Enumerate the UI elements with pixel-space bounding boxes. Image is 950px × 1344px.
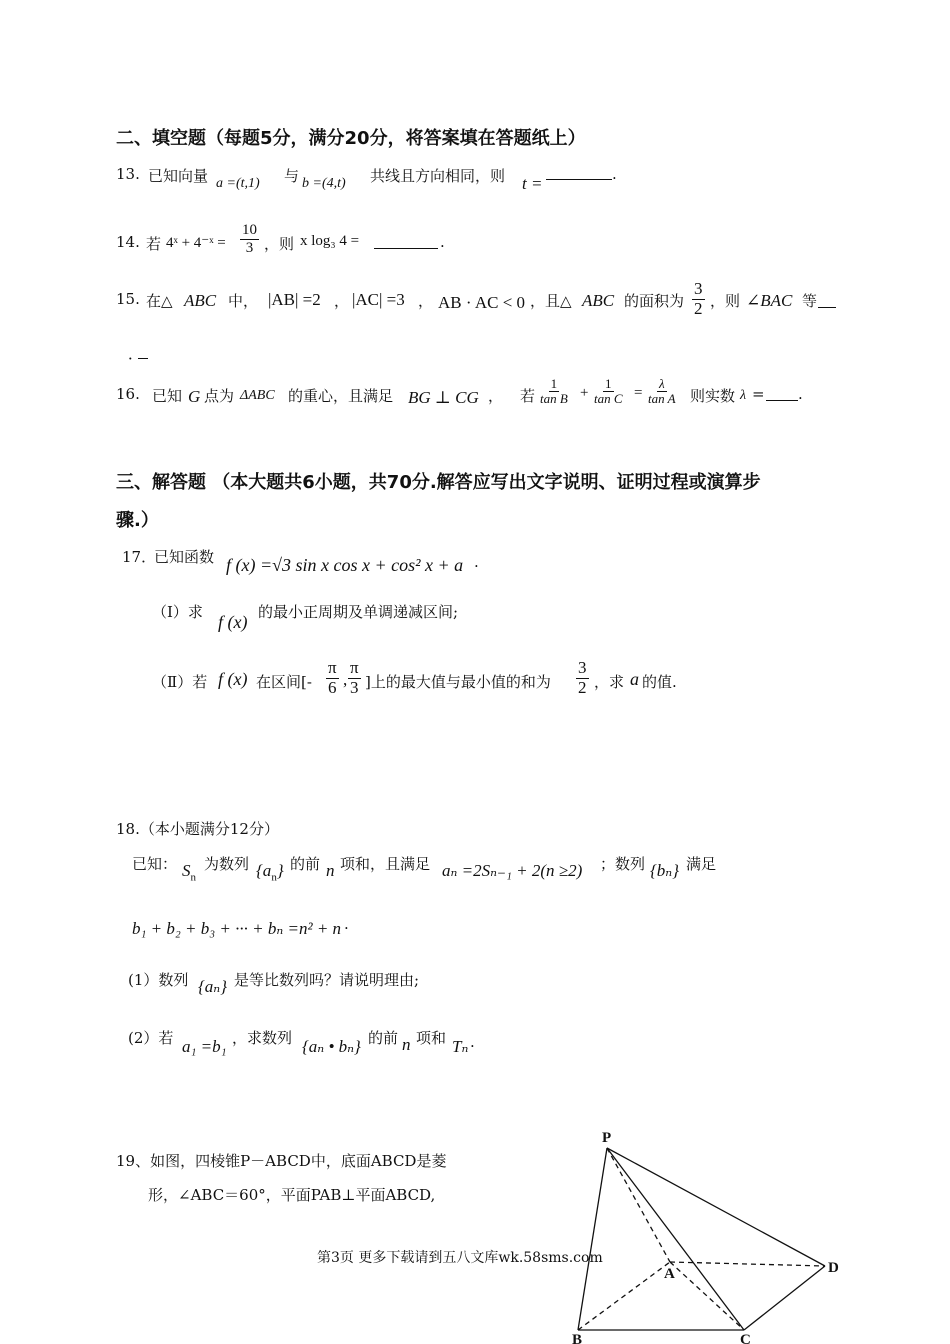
edge-pb <box>578 1148 607 1330</box>
q14-frac-num: 10 <box>242 222 257 238</box>
q18-bn-set: {bₙ} <box>650 861 679 880</box>
q19-line1: 19、如图，四棱锥P－ABCD中，底面ABCD是菱 <box>116 1152 447 1170</box>
q14-answer-blank <box>374 247 438 249</box>
q17-frac-a-den: 6 <box>328 677 337 697</box>
q16-text5: 则实数 <box>690 387 736 405</box>
q14-fraction <box>240 222 259 256</box>
q18-text4: 项和，且满足 <box>340 855 431 873</box>
q16-eq2: = <box>752 385 765 403</box>
q17-part2-text2: ，求 <box>594 673 625 691</box>
q18-part1-label: (1）数列 <box>128 971 189 989</box>
q18-an-set-open: {a <box>256 861 272 880</box>
q16-text3: 的重心，且满足 <box>288 387 394 405</box>
q17-part1-text: 的最小正周期及单调递减区间; <box>258 603 459 621</box>
q15-number: 15. <box>116 290 140 308</box>
q15-fraction <box>692 280 705 318</box>
q14-expr: 4ˣ + 4⁻ˣ = <box>166 235 226 251</box>
q18-part2-label: (2）若 <box>128 1029 174 1047</box>
q17-number: 17． <box>122 548 157 566</box>
q17-frac-b-num: π <box>350 658 359 677</box>
q18-text: 已知： <box>132 855 178 873</box>
q18-part2-text: ，求数列 <box>232 1029 293 1047</box>
vertex-label-p: P <box>602 1130 612 1146</box>
q16-comma: ， <box>488 387 504 405</box>
section2-title: 二、填空题（每题5分，满分20分，将答案填在答题纸上） <box>116 128 586 149</box>
q18-text2: 为数列 <box>204 855 250 873</box>
q18-sn-sub: n <box>190 871 196 884</box>
q17-function: f (x) =√3 sin x cos x + cos² x + a <box>226 555 464 575</box>
q18-text6: 满足 <box>686 855 717 873</box>
q17-part2-comma: , <box>343 670 348 689</box>
q15-ac: |AC| =3 <box>352 290 405 309</box>
q18-an-set-close: } <box>276 861 284 880</box>
q16-perp: BG ⊥ CG <box>408 388 479 407</box>
q18-n: n <box>326 861 335 880</box>
q16-triangle: ΔABC <box>240 388 275 403</box>
q17-end: . <box>474 553 479 571</box>
q15-continuation: ． <box>128 345 144 363</box>
q18-part2-n: n <box>402 1035 411 1054</box>
q13-end: . <box>612 165 617 183</box>
q15-comma2: ， <box>418 292 434 310</box>
q17-part2-interval-open: 在区间[- <box>256 673 312 691</box>
q18-relation: aₙ =2Sₙ₋₁ + 2(n ≥2) <box>442 861 583 880</box>
edge-pc <box>607 1148 744 1330</box>
q17-part2-frac-c <box>576 659 589 697</box>
q16-text2: 点为 <box>204 387 235 405</box>
q18-part1-text: 是等比数列吗？请说明理由; <box>234 971 420 989</box>
q17-part2-frac-b <box>348 659 361 697</box>
edge-ac <box>670 1262 744 1330</box>
q17-frac-a-num: π <box>328 658 337 677</box>
q18-an-set-sub: n <box>271 871 277 884</box>
q13-vector-b: b =(4,t) <box>302 176 346 191</box>
q17-part1-f: f (x) <box>218 612 248 632</box>
q17-part2-a: a <box>630 669 639 689</box>
q15-text: 在△ <box>146 292 173 310</box>
q14-expr2: x log₃ 4 = <box>300 233 360 249</box>
q18-part2-eq: a₁ =b₁ <box>182 1037 227 1056</box>
q18-text3: 的前 <box>290 855 321 873</box>
q13-answer-blank <box>546 178 612 180</box>
q16-answer-blank <box>766 399 798 401</box>
q18-sum-end: . <box>344 915 349 933</box>
q15-answer-blank-2 <box>138 357 148 359</box>
vertex-label-a: A <box>664 1266 675 1282</box>
q15-text6: 等 <box>802 292 818 310</box>
q16-frac1-den: tan B <box>540 391 568 407</box>
q16-frac1-num: 1 <box>550 376 558 391</box>
q18-part2-text2: 的前 <box>368 1029 399 1047</box>
q15-triangle2: ABC <box>582 291 615 310</box>
section3-title-line1: 三、解答题 （本大题共6小题，共70分.解答应写出文字说明、证明过程或演算步 <box>116 472 761 493</box>
q16-number: 16. <box>116 385 140 403</box>
q17-text: 已知函数 <box>154 548 215 566</box>
q14-text2: ，则 <box>264 235 295 253</box>
q18-part2-text3: 项和 <box>416 1029 447 1047</box>
q18-sn-s: S <box>182 861 191 880</box>
q13-text-with: 与 <box>284 167 300 185</box>
q17-frac-c-den: 2 <box>578 677 587 697</box>
q13-vector-a: a =(t,1) <box>216 176 260 191</box>
q16-frac1 <box>540 377 568 407</box>
edge-cd <box>744 1266 825 1330</box>
q13-text-cond: 共线且方向相同，则 <box>370 167 506 185</box>
q16-equals: = <box>634 385 643 401</box>
q18-an-set <box>256 861 284 883</box>
q18-part2-set: {aₙ • bₙ} <box>302 1037 361 1056</box>
edge-ba <box>578 1262 670 1330</box>
q18-part1-set: {aₙ} <box>198 977 227 996</box>
q19-line2: 形，∠ABC＝60°，平面PAB⊥平面ABCD, <box>148 1186 436 1204</box>
q17-frac-b-den: 3 <box>350 677 359 697</box>
q13-number: 13. <box>116 165 140 183</box>
q18-sum: b₁ + b₂ + b₃ + ··· + bₙ =n² + n <box>132 919 342 938</box>
q17-part2-f: f (x) <box>218 669 248 689</box>
q17-part2-label: （Ⅱ）若 <box>152 673 208 691</box>
q14-text: 若 <box>146 235 162 253</box>
q15-frac-den: 2 <box>694 298 703 318</box>
q16-frac3-den: tan A <box>648 391 676 407</box>
q14-number: 14. <box>116 233 140 251</box>
q16-frac3 <box>648 377 676 407</box>
q16-text4: 若 <box>520 387 536 405</box>
q15-text4: 的面积为 <box>624 292 685 310</box>
q18-text5: ；数列 <box>600 855 646 873</box>
q17-part2-text3: 的值. <box>642 673 677 691</box>
q16-frac2-den: tan C <box>594 391 623 407</box>
q16-g: G <box>188 387 201 406</box>
q16-frac3-num: λ <box>658 376 665 391</box>
q18-part2-end: . <box>470 1033 475 1051</box>
q15-frac-num: 3 <box>694 279 703 298</box>
vertex-label-d: D <box>828 1260 839 1276</box>
q15-triangle: ABC <box>184 291 217 310</box>
q17-part1-label: （Ⅰ）求 <box>152 603 203 621</box>
q15-text3: ，且△ <box>530 292 572 310</box>
section3-title-line2: 骤.） <box>116 510 159 531</box>
q18-sn <box>182 861 196 883</box>
q17-part2-text: ]上的最大值与最小值的和为 <box>365 673 551 691</box>
q16-plus: + <box>580 385 589 401</box>
q16-frac2 <box>594 377 623 407</box>
q16-lambda: λ <box>740 388 747 403</box>
q14-end: . <box>440 233 445 251</box>
q15-answer-blank <box>818 306 836 308</box>
q16-end: . <box>798 385 803 403</box>
vertex-label-b: B <box>572 1332 583 1344</box>
q15-text5: ，则 <box>710 292 741 310</box>
q17-part2-frac-a <box>326 659 339 697</box>
q13-lhs: t = <box>522 174 543 193</box>
q13-text: 已知向量 <box>148 167 209 185</box>
q18-header: 18.（本小题满分12分） <box>116 820 279 838</box>
q15-text2: 中， <box>228 292 259 310</box>
q15-angle: ∠BAC <box>746 291 793 310</box>
q17-frac-c-num: 3 <box>578 658 587 677</box>
q15-ab: |AB| =2 <box>268 290 321 309</box>
vertex-label-c: C <box>740 1332 751 1344</box>
q15-comma1: ， <box>334 292 350 310</box>
page-footer: 第3页 更多下载请到五八文库wk.58sms.com <box>317 1250 603 1266</box>
q15-dot-product: AB · AC < 0 <box>438 293 526 312</box>
q18-part2-tn: Tₙ <box>452 1037 469 1056</box>
q16-frac2-num: 1 <box>605 376 612 391</box>
q16-text: 已知 <box>152 387 183 405</box>
pyramid-figure <box>560 1126 860 1344</box>
q14-frac-den: 3 <box>245 239 254 256</box>
